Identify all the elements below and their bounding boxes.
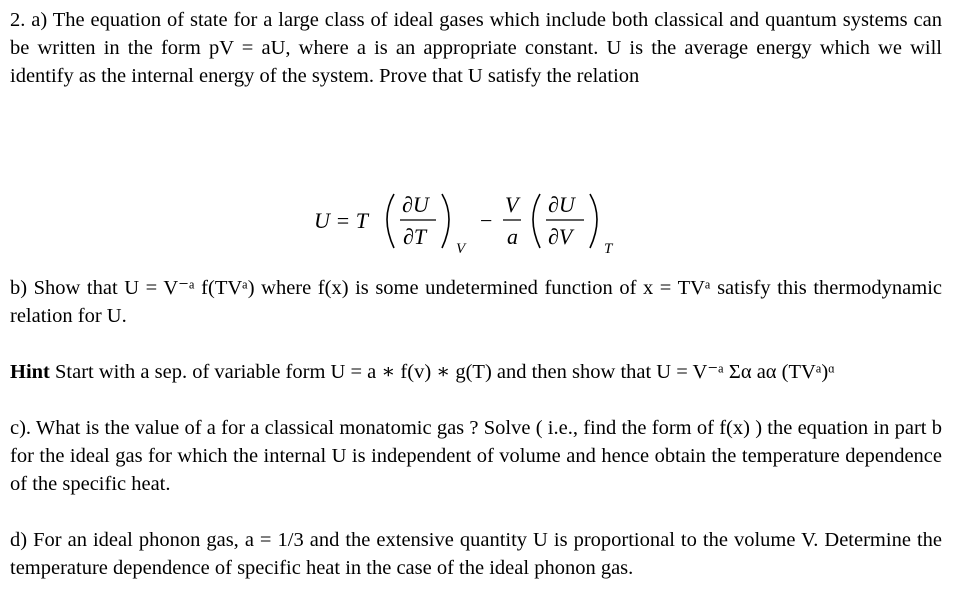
eq-minus: − (480, 208, 493, 233)
part-a-paragraph (10, 6, 942, 90)
eq-partial-t: ∂T (403, 224, 427, 249)
eq-paren-open-2 (533, 194, 540, 248)
part-c-paragraph (10, 414, 942, 498)
hint-text: Start with a sep. of variable form U = a ∗ f(v) ∗ g(T) and then show that U = V⁻ᵃ Σα aα (TVᵃ)ᵅ (49, 361, 835, 383)
eq-partial-u-2: ∂U (548, 192, 575, 217)
part-b-paragraph (10, 274, 942, 330)
eq-paren-close-1 (442, 194, 449, 248)
eq-partial-v: ∂V (548, 224, 573, 249)
equation-svg (300, 178, 640, 262)
hint-paragraph (10, 358, 942, 386)
eq-subscript-t: T (604, 241, 613, 257)
part-d-paragraph (10, 526, 942, 582)
eq-paren-open-1 (387, 194, 394, 248)
eq-partial-u-1: ∂U (402, 192, 429, 217)
part-a-text: 2. a) The equation of state for a large class of ideal gases which include both classical and quantum systems can be written in the form pV = aU, where a is an appropriate constant. U is the average energy which we will identify as the internal energy of the system. Prove that U satisfy the relation (10, 9, 942, 87)
equation-block (300, 178, 640, 262)
eq-paren-close-2 (590, 194, 597, 248)
part-d-text: d) For an ideal phonon gas, a = 1/3 and the extensive quantity U is proportional to the volume V. Determine the temperature dependence of specific heat in the case of the ideal phonon gas. (10, 529, 942, 579)
hint-label: Hint (10, 361, 50, 383)
eq-a-den: a (507, 224, 518, 249)
eq-lhs: U = T (314, 208, 368, 233)
part-c-text: c). What is the value of a for a classical monatomic gas ? Solve ( i.e., find the form of f(x) ) the equation in part b for the ideal gas for which the internal U is independent of volume and hence obtain the temperature dependence of the specific heat. (10, 417, 942, 495)
part-b-text: b) Show that U = V⁻ᵃ f(TVᵃ) where f(x) is some undetermined function of x = TVᵃ satisfy this thermodynamic relation for U. (10, 277, 942, 327)
eq-v-num: V (505, 192, 519, 217)
eq-subscript-v: V (456, 241, 466, 257)
